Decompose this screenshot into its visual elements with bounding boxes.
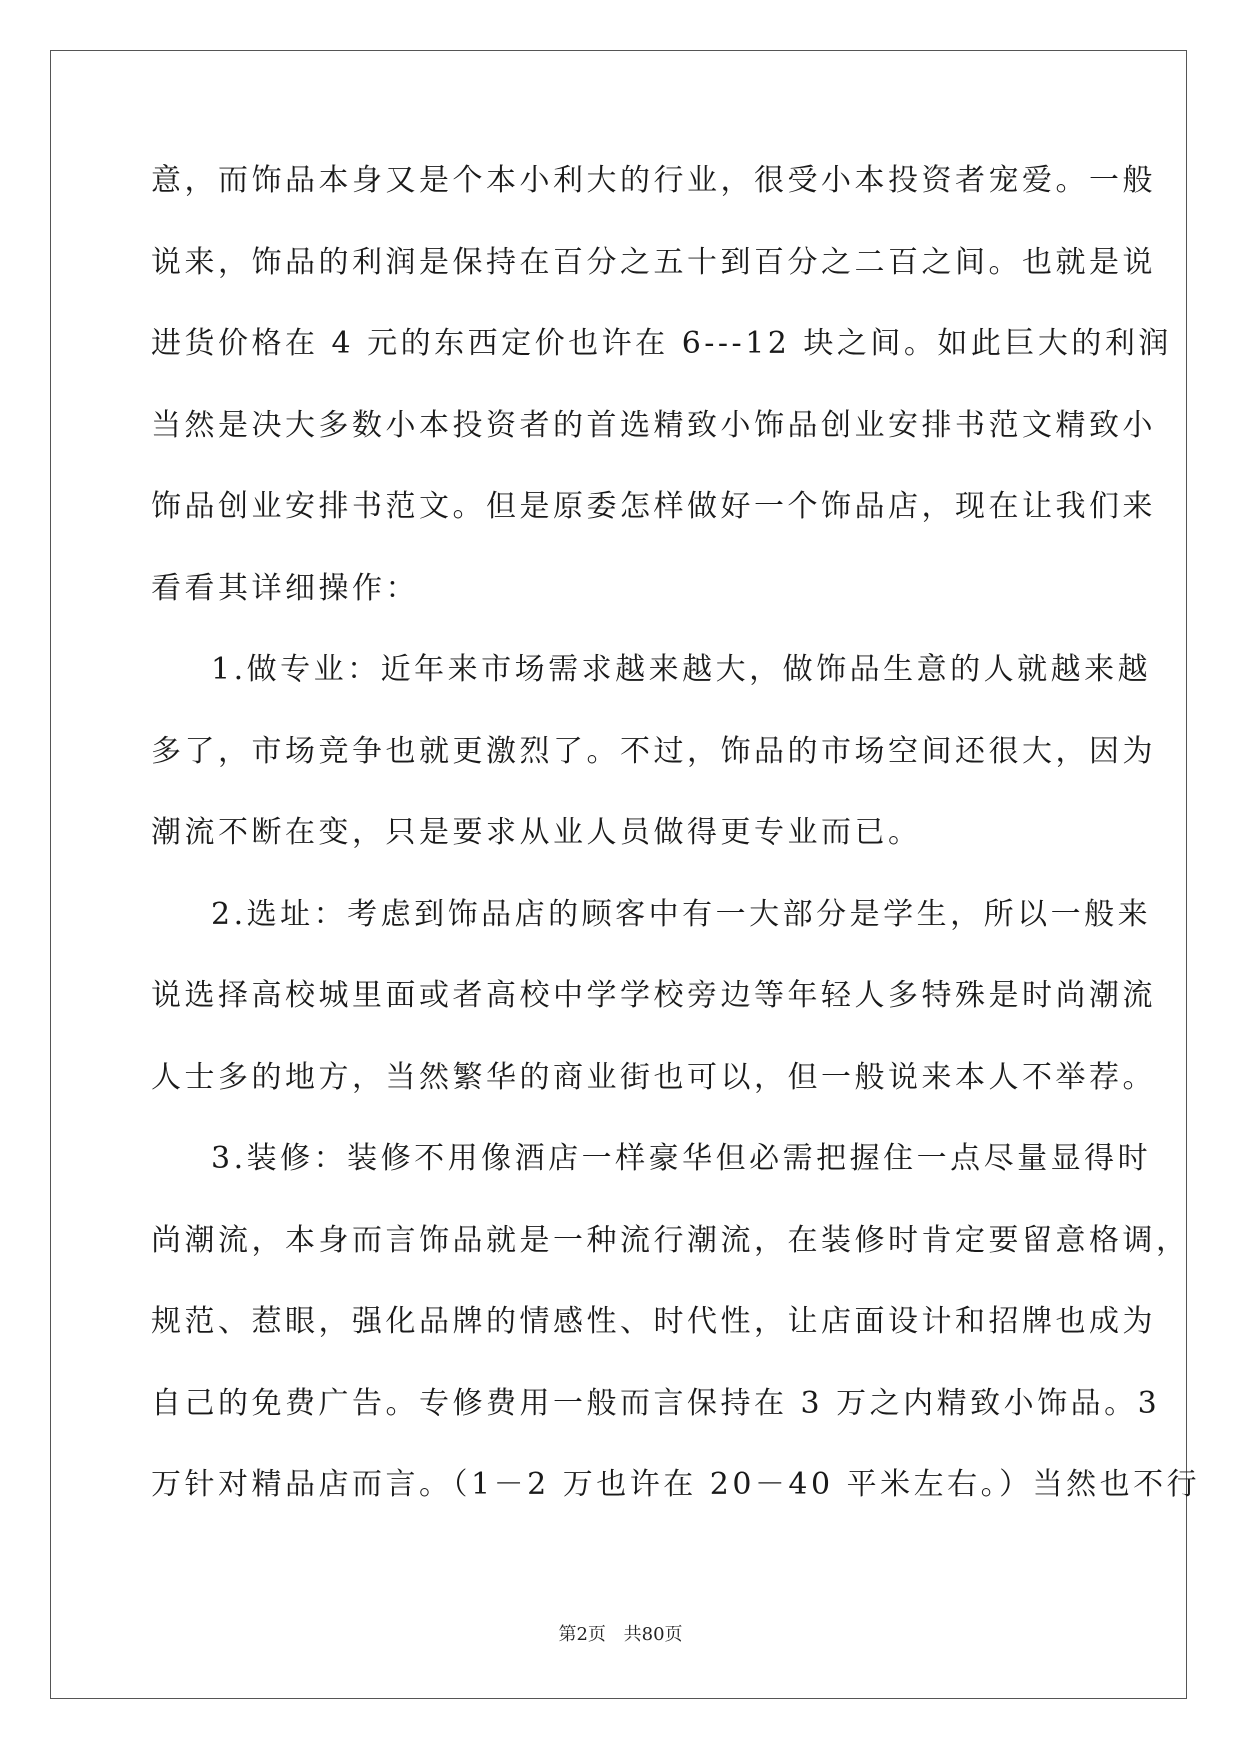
- text-line: 当然是决大多数小本投资者的首选精致小饰品创业安排书范文精致小: [151, 407, 1156, 443]
- text-line: 饰品创业安排书范文。但是原委怎样做好一个饰品店，现在让我们来: [151, 489, 1156, 524]
- text-line: 进货价格在 4 元的东西定价也许在 6---12 块之间。如此巨大的利润: [151, 326, 1172, 361]
- text-line: 1.做专业：近年来市场需求越来越大，做饰品生意的人就越来越: [211, 652, 1152, 687]
- text-line: 规范、惹眼，强化品牌的情感性、时代性，让店面设计和招牌也成为: [151, 1304, 1156, 1339]
- document-body: [151, 153, 1201, 1539]
- text-line: 潮流不断在变，只是要求从业人员做得更专业而已。: [151, 815, 922, 850]
- text-line: 说来，饰品的利润是保持在百分之五十到百分之二百之间。也就是说: [151, 244, 1156, 280]
- page-footer: [0, 1620, 1241, 1646]
- text-line: 说选择高校城里面或者高校中学学校旁边等年轻人多特殊是时尚潮流: [151, 978, 1156, 1013]
- text-line: 尚潮流，本身而言饰品就是一种流行潮流，在装修时肯定要留意格调，: [151, 1222, 1190, 1258]
- text-line: 看看其详细操作：: [151, 570, 419, 606]
- text-line: 人士多的地方，当然繁华的商业街也可以，但一般说来本人不举荐。: [151, 1059, 1156, 1095]
- text-line: 3.装修：装修不用像酒店一样豪华但必需把握住一点尽量显得时: [211, 1141, 1152, 1176]
- page-total: 共80页: [623, 1624, 683, 1645]
- text-line: 万针对精品店而言。（1－2 万也许在 20－40 平米左右。）当然也不行: [151, 1467, 1201, 1502]
- text-line: 意，而饰品本身又是个本小利大的行业，很受小本投资者宠爱。一般: [151, 163, 1156, 198]
- text-line: 自己的免费广告。专修费用一般而言保持在 3 万之内精致小饰品。3: [151, 1385, 1161, 1421]
- page-number: 第2页: [558, 1624, 606, 1645]
- text-line: 多了，市场竞争也就更激烈了。不过，饰品的市场空间还很大，因为: [151, 733, 1156, 769]
- text-line: 2.选址：考虑到饰品店的顾客中有一大部分是学生，所以一般来: [211, 896, 1152, 932]
